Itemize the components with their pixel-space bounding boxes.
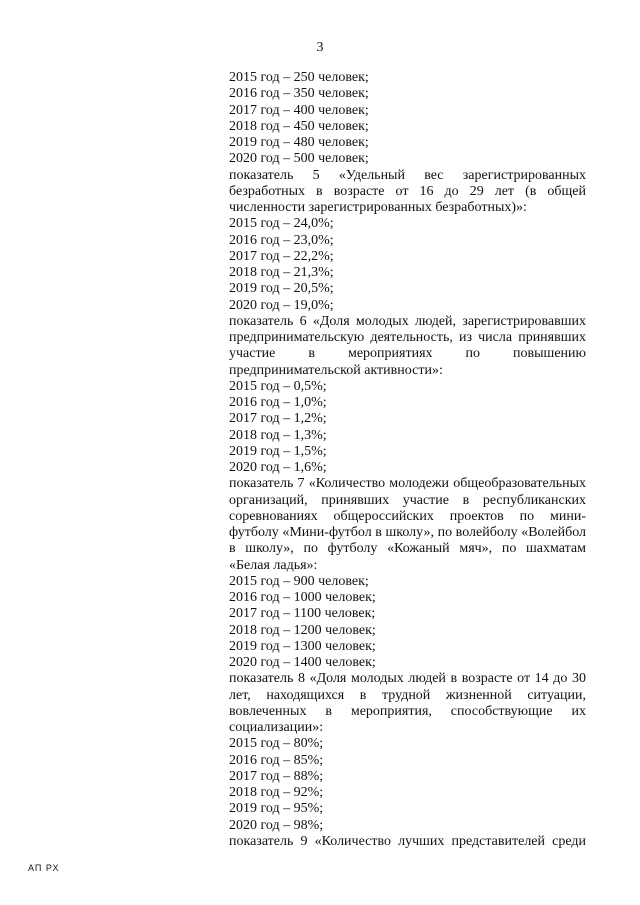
list-item: 2018 год – 450 человек; — [229, 118, 369, 134]
list-item: 2020 год – 1400 человек; — [229, 655, 376, 670]
list-item: 2018 год – 21,3%; — [229, 265, 334, 280]
list-item: 2019 год – 1,5%; — [229, 443, 327, 459]
indicator-9-title: показатель 9 «Количество лучших представителей среди — [229, 833, 586, 849]
list-item: 2020 год – 98%; — [229, 817, 324, 833]
list-item: 2019 год – 480 человек; — [229, 135, 369, 150]
footer-stamp: АП РХ — [28, 863, 60, 873]
indicator-5-title: показатель 5 «Удельный вес зарегистрированных безработных в возрасте от 16 до 29 лет (в общей численности зарегистрированных безработных)»: — [229, 167, 586, 215]
list-item: 2016 год – 85%; — [229, 752, 324, 768]
list-item: 2017 год – 22,2%; — [229, 248, 334, 264]
list-item: 2020 год – 1,6%; — [229, 460, 327, 475]
list-item: 2015 год – 900 человек; — [229, 573, 369, 589]
list-item: 2019 год – 20,5%; — [229, 281, 334, 297]
indicator-8-title: показатель 8 «Доля молодых людей в возрасте от 14 до 30 лет, находящихся в трудной жизненной ситуации, вовлеченных в мероприятия, способствующие их социализации»: — [229, 671, 586, 735]
list-item: 2017 год – 400 человек; — [229, 102, 369, 118]
indicator-7-title: показатель 7 «Количество молодежи общеобразовательных организаций, принявших участие в республиканских соревнованиях общероссийских проектов по мини-футболу «Мини-футбол в школу», по волейболу «Волейбол в школу», по футболу «Кожаный мяч», по шахматам «Белая ладья»: — [229, 476, 586, 573]
list-item: 2015 год – 80%; — [229, 736, 324, 752]
list-item: 2018 год – 1200 человек; — [229, 622, 376, 638]
list-item: 2020 год – 500 человек; — [229, 151, 369, 167]
indicator-6-title: показатель 6 «Доля молодых людей, зарегистрировавших предпринимательскую деятельность, из числа принявших участие в мероприятиях по повышению предпринимательской активности»: — [229, 313, 586, 378]
page-number: 3 — [316, 40, 324, 55]
list-item: 2016 год – 23,0%; — [229, 232, 334, 248]
list-item: 2017 год – 1,2%; — [229, 411, 327, 427]
list-item: 2015 год – 24,0%; — [229, 216, 334, 232]
list-item: 2016 год – 1000 человек; — [229, 590, 376, 605]
list-item: 2015 год – 250 человек; — [229, 70, 369, 85]
list-item: 2020 год – 19,0%; — [229, 297, 334, 313]
list-item: 2016 год – 350 человек; — [229, 86, 369, 102]
list-item: 2017 год – 88%; — [229, 768, 324, 784]
list-item: 2019 год – 1300 человек; — [229, 638, 376, 654]
list-item: 2017 год – 1100 человек; — [229, 606, 376, 622]
list-item: 2019 год – 95%; — [229, 801, 324, 817]
list-item: 2018 год – 1,3%; — [229, 427, 327, 443]
document-body — [229, 70, 586, 850]
list-item: 2016 год – 1,0%; — [229, 395, 327, 410]
list-item: 2018 год – 92%; — [229, 785, 324, 800]
list-item: 2015 год – 0,5%; — [229, 378, 327, 394]
